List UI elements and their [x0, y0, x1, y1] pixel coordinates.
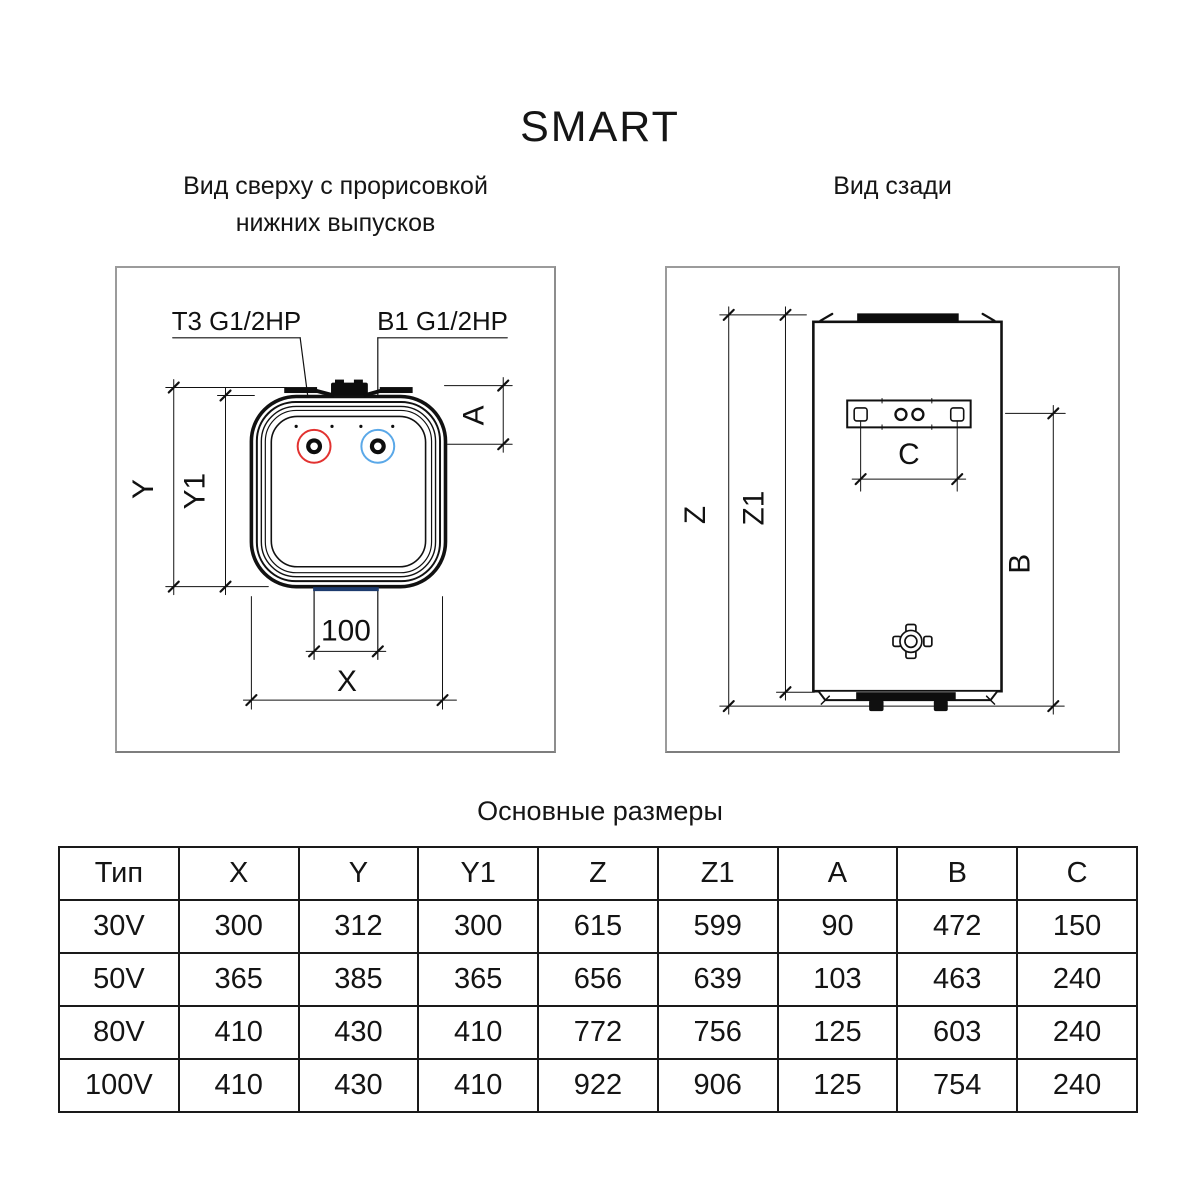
table-title: Основные размеры	[477, 796, 723, 826]
table-header-row	[59, 847, 1137, 900]
table-cell: 100V	[59, 1059, 179, 1112]
top-view-drawing	[117, 268, 554, 751]
cold-inlet-label: В1 G1/2HP	[377, 307, 508, 336]
dim-z1-label: Z1	[737, 490, 771, 526]
table-cell: 150	[1017, 900, 1137, 953]
table-cell: 365	[418, 953, 538, 1006]
dimension-y1	[218, 388, 255, 595]
table-cell: 906	[658, 1059, 778, 1112]
page-title: SMART	[520, 103, 680, 151]
table-cell: 30V	[59, 900, 179, 953]
dim-y1-label: Y1	[178, 472, 212, 510]
dimensions-table	[58, 846, 1138, 1113]
table-cell: 385	[299, 953, 419, 1006]
col-header-c: C	[1017, 847, 1137, 900]
top-view-caption-line1: Вид сверху с прорисовкой	[183, 172, 488, 200]
col-header-z1: Z1	[658, 847, 778, 900]
table-cell: 754	[897, 1059, 1017, 1112]
table-row-100v	[59, 1059, 1137, 1112]
table-cell: 756	[658, 1006, 778, 1059]
table-cell: 430	[299, 1059, 419, 1112]
table-cell: 430	[299, 1006, 419, 1059]
bottom-cap	[819, 692, 997, 711]
hot-outlet-label: Т3 G1/2HP	[171, 307, 302, 336]
table-cell: 365	[179, 953, 299, 1006]
col-header-tip: Тип	[59, 847, 179, 900]
table-cell: 410	[179, 1006, 299, 1059]
table-cell: 615	[538, 900, 658, 953]
table-row-30v	[59, 900, 1137, 953]
table-cell: 300	[179, 900, 299, 953]
dim-c-label: C	[898, 438, 920, 472]
dimension-z1	[777, 307, 815, 700]
table-cell: 125	[778, 1059, 898, 1112]
dim-y-label: Y	[126, 479, 160, 500]
table-cell: 312	[299, 900, 419, 953]
table-cell: 603	[897, 1006, 1017, 1059]
table-cell: 103	[778, 953, 898, 1006]
table-cell: 80V	[59, 1006, 179, 1059]
dim-b-label: B	[1003, 553, 1037, 574]
table-cell: 240	[1017, 953, 1137, 1006]
top-view-caption-line2: нижних выпусков	[235, 209, 436, 237]
table-cell: 639	[658, 953, 778, 1006]
pipe-stub-right	[934, 700, 948, 711]
table-cell: 240	[1017, 1059, 1137, 1112]
table-cell: 240	[1017, 1006, 1137, 1059]
col-header-z: Z	[538, 847, 658, 900]
pipe-stub-left	[869, 700, 883, 711]
table-cell: 90	[778, 900, 898, 953]
top-hanger-bar	[857, 313, 959, 322]
tank-outline	[251, 397, 445, 587]
table-row-50v	[59, 953, 1137, 1006]
col-header-y: Y	[299, 847, 419, 900]
top-view-panel	[115, 266, 556, 753]
table-cell: 472	[897, 900, 1017, 953]
dim-z-label: Z	[678, 505, 712, 525]
col-header-y1: Y1	[418, 847, 538, 900]
table-cell: 410	[418, 1006, 538, 1059]
table-cell: 125	[778, 1006, 898, 1059]
dim-100-label: 100	[321, 614, 371, 648]
rear-view-panel	[665, 266, 1120, 753]
mounting-bracket-rear	[847, 398, 970, 429]
dim-a-label: A	[457, 405, 491, 426]
table-row-80v	[59, 1006, 1137, 1059]
rear-view-caption: Вид сзади	[833, 172, 952, 200]
col-header-a: A	[778, 847, 898, 900]
table-cell: 300	[418, 900, 538, 953]
top-view-caption	[115, 168, 556, 242]
table-cell: 922	[538, 1059, 658, 1112]
table-cell: 50V	[59, 953, 179, 1006]
dim-x-label: X	[336, 665, 357, 699]
table-cell: 463	[897, 953, 1017, 1006]
col-header-b: B	[897, 847, 1017, 900]
bottom-port-bar	[313, 587, 379, 591]
table-cell: 410	[179, 1059, 299, 1112]
table-cell: 599	[658, 900, 778, 953]
table-cell: 410	[418, 1059, 538, 1112]
col-header-x: X	[179, 847, 299, 900]
rear-view-drawing	[667, 268, 1118, 751]
table-cell: 772	[538, 1006, 658, 1059]
table-cell: 656	[538, 953, 658, 1006]
dimension-100	[306, 646, 386, 656]
